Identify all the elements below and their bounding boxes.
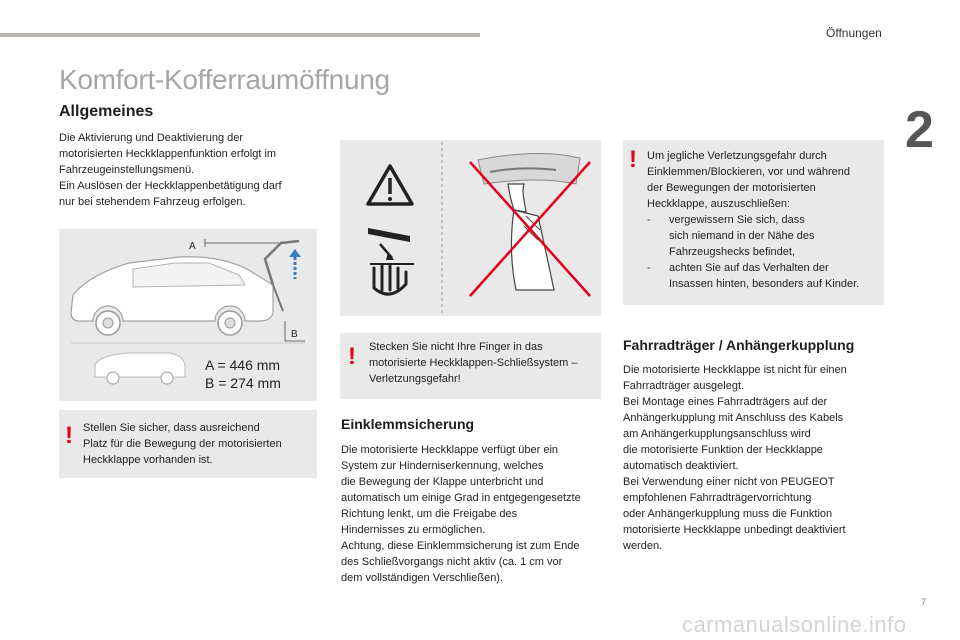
page-number: 7 [921, 597, 927, 607]
warning-fingers-box: ! Stecken Sie nicht Ihre Finger in das motorisierte Heckklappen-Schließsystem – Verletzungsgefahr! [340, 333, 601, 399]
header-rule [0, 33, 480, 37]
anti-pinch-text: Die motorisierte Heckklappe verfügt über ein System zur Hinderniserkennung, welches die Bewegung der Klappe unterbricht und automatisch um einige Grad in entgegengesetzte Richtung lenkt, um die Freigabe des Hindernisses zu ermöglichen. Achtung, diese Einklemmsicherung ist zum Ende des Schließvorgangs nicht aktiv (ca. 1 cm vor dem vollständigen Verschließen). [341, 444, 581, 584]
pinch-warning-figure [340, 140, 601, 316]
dimension-b: B = 274 mm [205, 375, 281, 391]
page-title: Komfort-Kofferraumöffnung [59, 64, 390, 95]
general-heading: Allgemeines [59, 103, 154, 120]
bike-carrier-text: Die motorisierte Heckklappe ist nicht für einen Fahrradträger ausgelegt. Bei Montage eines Fahrradträgers auf der Anhängerkupplung mit Anschluss des Kabels am Anhängerkupplungsanschluss wird die motorisierte Funktion der Heckklappe automatisch deaktiviert. Bei Verwendung einer nicht von PEUGEOT empfohlenen Fahrradträgervorrichtung oder Anhängerkupplung muss die Funktion motorisierte Heckklappe unbedingt deaktiviert werden. [623, 364, 847, 552]
car-tailgate-illustration [59, 229, 317, 401]
bike-carrier-heading: Fahrradträger / Anhängerkupplung [623, 337, 855, 353]
warning-exclamation-icon: ! [629, 146, 637, 173]
pinch-warning-illustration [340, 140, 601, 316]
warning-injury-box: ! Um jegliche Verletzungsgefahr durch Einklemmen/Blockieren, vor und während der Bewegungen der motorisierten Heckklappe, auszuschließen: - vergewissern Sie sich, dass sich niemand in der Nähe des Fahrzeugshecks befindet, - achten Sie auf das Verhalten der Insassen hinten, besonders auf Kinder. [623, 140, 884, 305]
warning-exclamation-icon: ! [348, 343, 356, 370]
list-item: - vergewissern Sie sich, dass sich niemand in der Nähe des Fahrzeugshecks befindet, [647, 214, 815, 258]
hand-icon [374, 266, 406, 290]
clearance-diagram [59, 229, 317, 401]
label-b: B [291, 329, 298, 340]
warning-exclamation-icon: ! [65, 422, 73, 449]
warning-space-box: ! Stellen Sie sicher, dass ausreichend Platz für die Bewegung der motorisierten Heckklappe vorhanden ist. [59, 410, 317, 478]
section-name: Öffnungen [826, 26, 882, 40]
chapter-number: 2 [905, 101, 934, 159]
watermark: carmanualsonline.info [682, 612, 907, 637]
closing-tailgate-icon [368, 228, 410, 242]
anti-pinch-heading: Einklemmsicherung [341, 416, 475, 432]
dimension-a: A = 446 mm [205, 357, 281, 373]
general-text: Die Aktivierung und Deaktivierung der motorisierten Heckklappenfunktion erfolgt im Fahrzeugeinstellungsmenü. Ein Auslösen der Heckklappenbetätigung darf nur bei stehendem Fahrzeug erfolgen. [59, 132, 282, 208]
list-item: - achten Sie auf das Verhalten der Insassen hinten, besonders auf Kinder. [647, 262, 860, 290]
label-a: A [189, 241, 196, 252]
